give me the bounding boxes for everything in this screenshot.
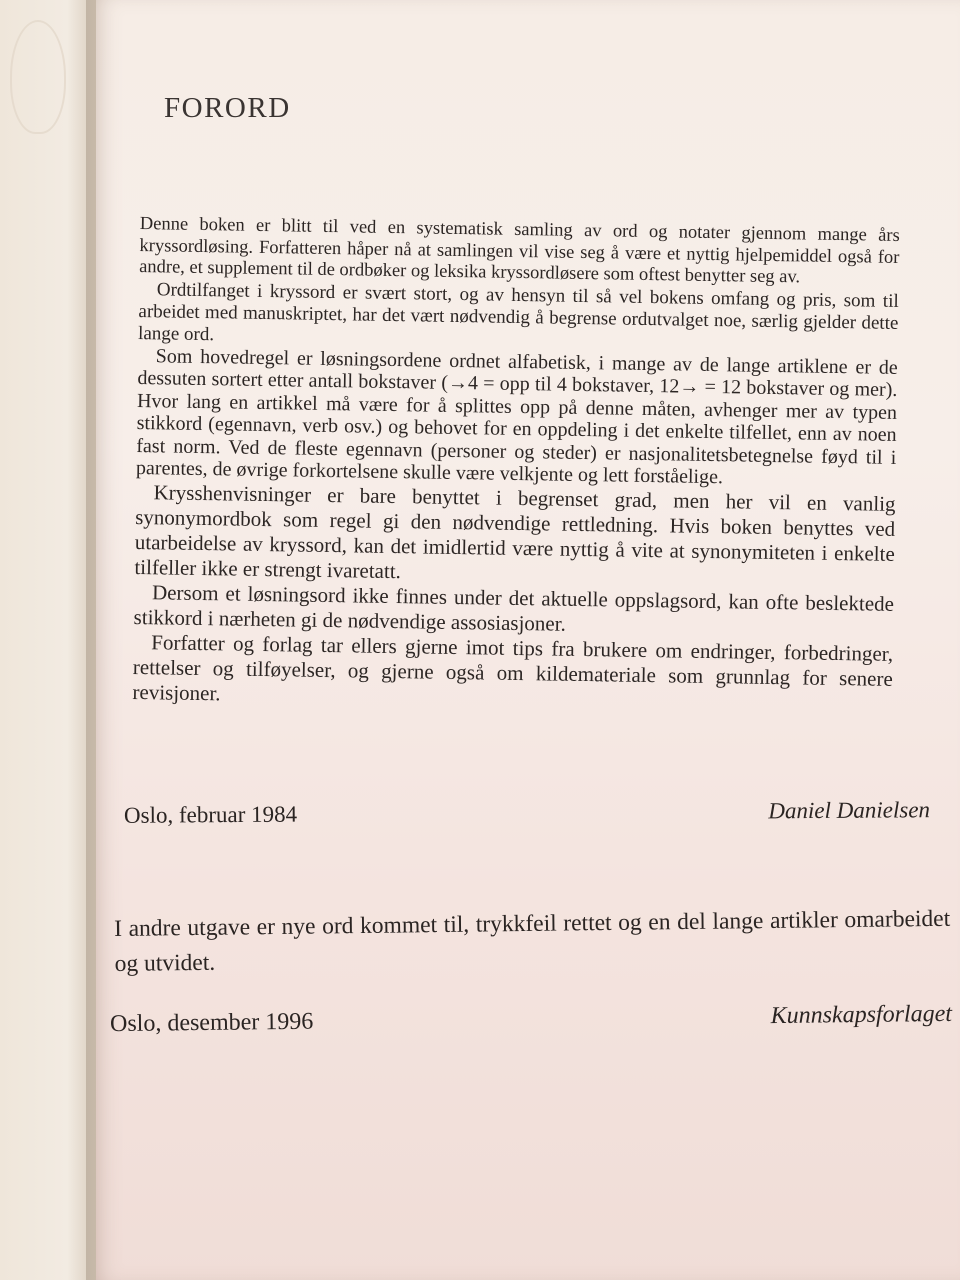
preface-paragraph-1: Denne boken er blitt til ved en systematisk samling av ord og notater gjennom mange års kryssordløsing. Forfatteren håper nå at samlingen vil vise seg å være et nyttig hjelpemiddel også for andre, et supplement til de ordbøker og leksika kryssordløsere som oftest benytter seg av. xyxy=(139,214,900,288)
decorative-ornament xyxy=(10,20,66,134)
preface-paragraph-3: Som hovedregel er løsningsordene ordnet alfabetisk, i mange av de lange artiklene er de dessuten sortert etter antall bokstaver (→4 = opp til 4 bokstaver, 12→ = 12 bokstaver og mer). Hvor lang en artikkel må være for å splittes opp på denne måten, avhenger mer av typen stikkord (egennavn, verb osv.) og behovet for en oppdeling i det enkelte tilfellet, enn av noen fast norm. Ved de fleste egennavn (personer og steder) er nasjonalitetsbetegnelse føyd til i parentes, de øvrige forkortelsene skulle være velkjente og lett forståelige. xyxy=(135,344,898,489)
preface-paragraph-4: Krysshenvisninger er bare benyttet i begrenset grad, men her vil en vanlig synonymordbok som regel gi den nødvendige rettledning. Hvis boken benyttes ved utarbeidelse av kryssord, kan det imidlertid være nyttig å vite at synonymiteten i enkelte tilfeller ikke er strengt ivaretatt. xyxy=(134,479,896,583)
preface-body xyxy=(132,214,900,716)
page-title: FORORD xyxy=(164,92,291,124)
preface-paragraph-6: Forfatter og forlag tar ellers gjerne imot tips fra brukere om endringer, forbedringer, rettelser og tilføyelser, og gjerne også om kildemateriale som grunnlag for senere revisjoner. xyxy=(132,629,894,705)
second-edition-publisher: Kunnskapsforlaget xyxy=(770,1000,953,1030)
preface-paragraph-5: Dersom et løsningsord ikke finnes under det aktuelle oppslagsord, kan ofte beslektede stikkord i nærheten gi de nødvendige assosiasjoner. xyxy=(133,579,895,636)
second-edition-place-date: Oslo, desember 1996 xyxy=(109,1008,314,1038)
first-edition-author: Daniel Danielsen xyxy=(768,797,931,824)
second-edition-note: I andre utgave er nye ord kommet til, trykkfeil rettet og en del lange artikler omarbeidet og utvidet. xyxy=(114,905,951,977)
left-page-edge xyxy=(0,0,96,1280)
preface-paragraph-2: Ordtilfanget i kryssord er svært stort, og av hensyn til så vel bokens omfang og pris, som til arbeidet med manuskriptet, har det vært nødvendig å begrense ordutvalget noe, særlig gjelder dette lange ord. xyxy=(137,278,899,345)
first-edition-place-date: Oslo, februar 1984 xyxy=(123,801,298,828)
